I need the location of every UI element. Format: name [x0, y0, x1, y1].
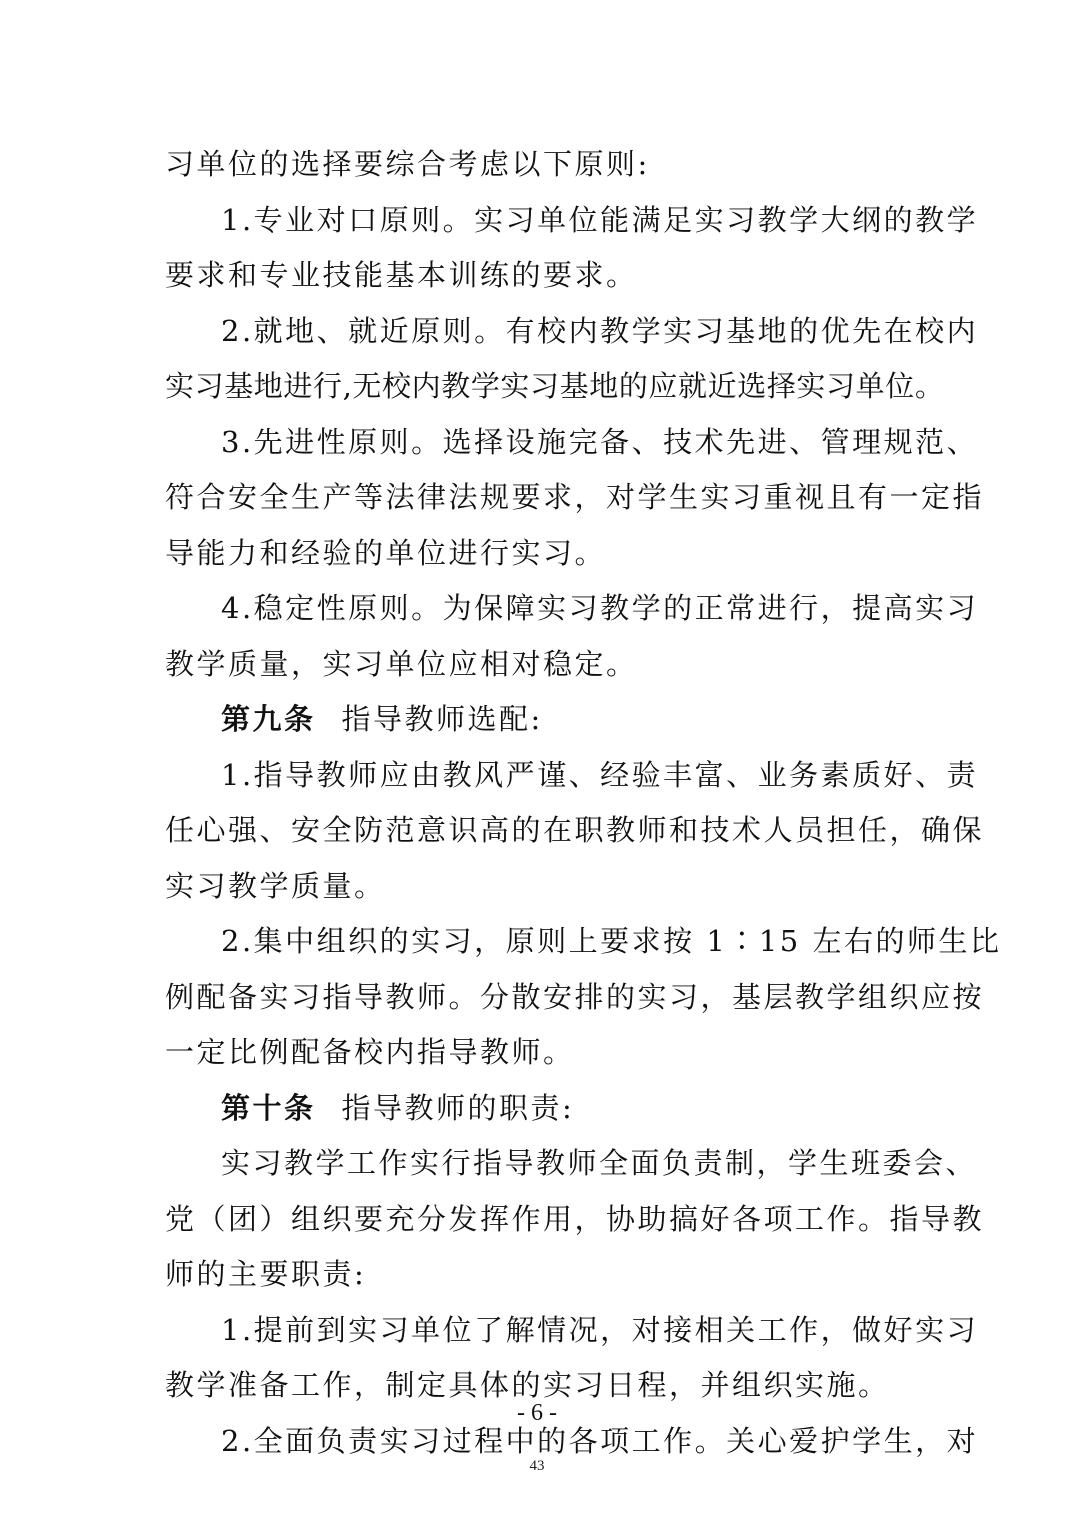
article-heading-9 — [165, 692, 910, 748]
text-line: 教学质量，实习单位应相对稳定。 — [165, 646, 638, 681]
text-line: 4.稳定性原则。为保障实习教学的正常进行，提高实习 — [221, 591, 979, 625]
article-title: 指导教师的职责: — [341, 1090, 575, 1125]
page-number: - 6 - — [517, 1400, 557, 1426]
text-line: 教学准备工作，制定具体的实习日程，并组织实施。 — [165, 1368, 890, 1402]
text-line: 实习教学工作实行指导教师全面负责制，学生班委会、 — [221, 1146, 978, 1180]
text-line: 1.专业对口原则。实习单位能满足实习教学大纲的教学 — [221, 202, 979, 237]
article-number: 第十条 — [221, 1090, 316, 1125]
text-line: 2.全面负责实习过程中的各项工作。关心爱护学生，对 — [221, 1423, 979, 1458]
text-line: 例配备实习指导教师。分散安排的实习，基层教学组织应按 — [165, 979, 985, 1014]
text-line: 要求和专业技能基本训练的要求。 — [165, 258, 638, 292]
text-line: 师的主要职责: — [165, 1257, 367, 1291]
text-line: 2.集中组织的实习，原则上要求按 1∶15 左右的师生比 — [221, 924, 1002, 958]
text-line: 3.先进性原则。选择设施完备、技术先进、管理规范、 — [221, 424, 979, 459]
text-line: 一定比例配备校内指导教师。 — [165, 1035, 575, 1069]
text-line: 1.提前到实习单位了解情况，对接相关工作，做好实习 — [221, 1312, 979, 1347]
article-heading-10 — [165, 1081, 910, 1137]
text-line: 实习基地进行,无校内教学实习基地的应就近选择实习单位。 — [165, 369, 945, 403]
text-line: 党（团）组织要充分发挥作用，协助搞好各项工作。指导教 — [165, 1201, 985, 1236]
text-line: 符合安全生产等法律法规要求，对学生实习重视且有一定指 — [165, 480, 985, 514]
text-line: 习单位的选择要综合考虑以下原则: — [165, 147, 650, 181]
text-line: 导能力和经验的单位进行实习。 — [165, 535, 607, 570]
text-line: 任心强、安全防范意识高的在职教师和技术人员担任，确保 — [165, 813, 985, 847]
article-number: 第九条 — [221, 702, 316, 736]
article-title: 指导教师选配: — [341, 702, 543, 736]
text-line: 实习教学质量。 — [165, 868, 386, 903]
sheet-number: 43 — [529, 1458, 545, 1474]
text-line: 1.指导教师应由教风严谨、经验丰富、业务素质好、责 — [221, 757, 979, 792]
document-body — [165, 137, 1002, 1469]
text-line: 2.就地、就近原则。有校内教学实习基地的优先在校内 — [221, 313, 979, 348]
